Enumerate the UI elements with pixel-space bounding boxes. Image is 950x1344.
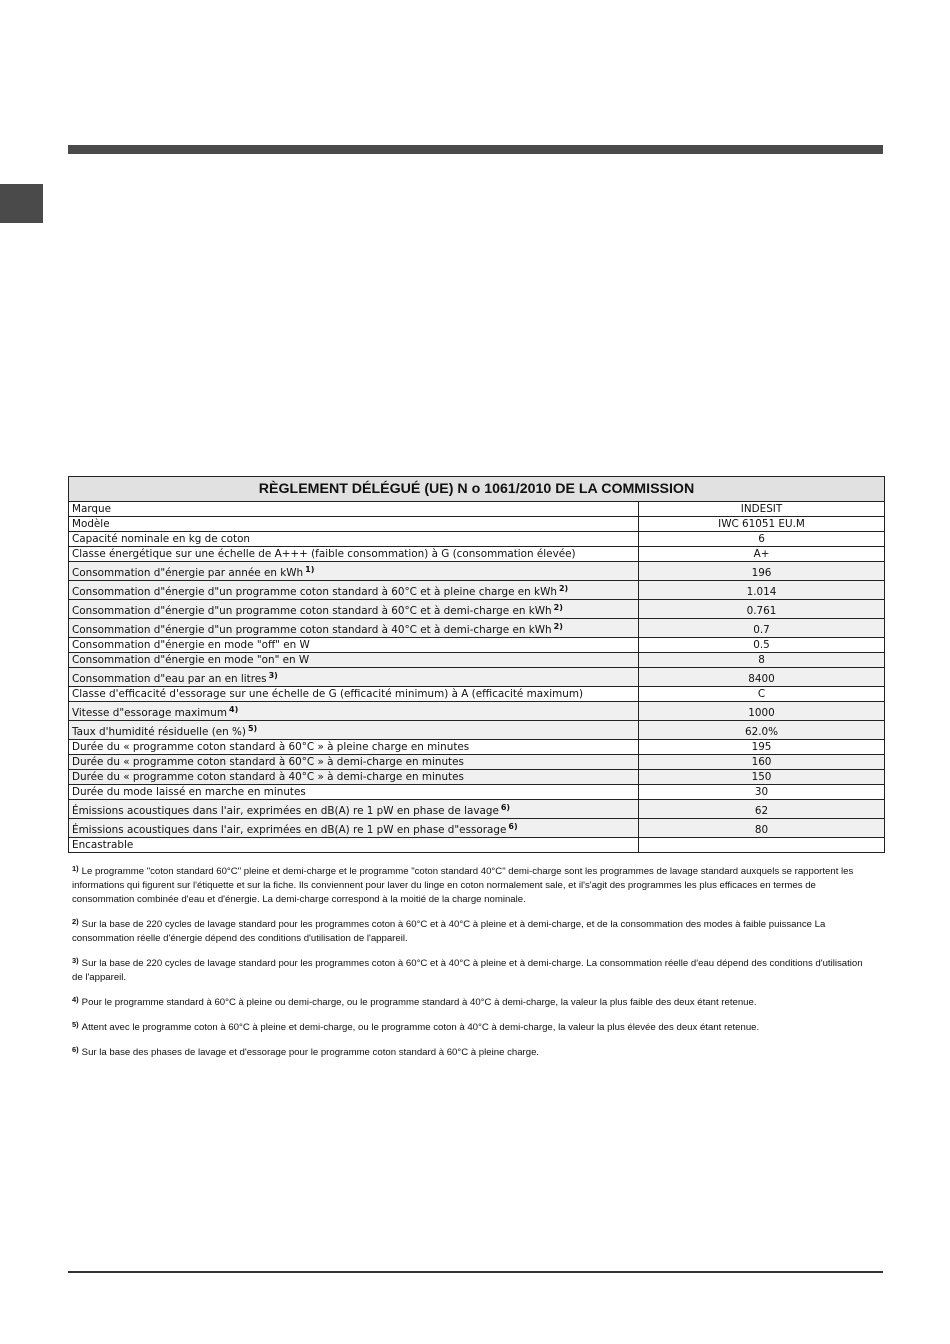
row-value: 195 [639, 740, 885, 755]
footnote [72, 1043, 872, 1060]
row-label: Consommation d"eau par an en litres $^{3)}$ [69, 668, 639, 687]
row-label: Classe d'efficacité d'essorage sur une échelle de G (efficacité minimum) à A (efficacité maximum) [69, 687, 639, 702]
footnote-text: Pour le programme standard à 60°C à pleine ou demi-charge, ou le programme standard à 40°C à demi-charge, la valeur la plus faible des deux étant retenue. [81, 997, 757, 1008]
footnote [72, 862, 872, 907]
row-value [639, 838, 885, 853]
footnote [72, 915, 872, 946]
row-label: Durée du « programme coton standard à 60°C » à demi-charge en minutes [69, 755, 639, 770]
footnote-ref: 6) [500, 803, 511, 812]
table-row [69, 819, 885, 838]
footnote-text: Attent avec le programme coton à 60°C à pleine et demi-charge, ou le programme coton à 40°C à demi-charge, la valeur la plus élevée des deux étant retenue. [81, 1022, 760, 1033]
row-value: 0.761 [639, 600, 885, 619]
table-row [69, 600, 885, 619]
row-label: Capacité nominale en kg de coton [69, 532, 639, 547]
row-label: Marque [69, 502, 639, 517]
footnote-number: 3) [72, 956, 79, 965]
row-label: Encastrable [69, 838, 639, 853]
footnote-ref: 2) [553, 603, 563, 612]
row-value: 8400 [639, 668, 885, 687]
table-row [69, 638, 885, 653]
footnote [72, 954, 872, 985]
footnotes [72, 862, 872, 1068]
table-row [69, 653, 885, 668]
header-rule [68, 145, 883, 154]
row-label: Consommation d"énergie d"un programme coton standard à 60°C et à demi-charge en kWh $^{2)}$ [69, 600, 639, 619]
footnote [72, 1018, 872, 1035]
table-row [69, 562, 885, 581]
row-label: Modèle [69, 517, 639, 532]
table-row [69, 721, 885, 740]
row-label: Taux d'humidité résiduelle (en %) $^{5)}$ [69, 721, 639, 740]
table-row [69, 800, 885, 819]
row-value: 62.0% [639, 721, 885, 740]
row-value: INDESIT [639, 502, 885, 517]
table-row [69, 517, 885, 532]
table-row [69, 838, 885, 853]
footnote [72, 993, 872, 1010]
row-label: Consommation d"énergie en mode "off" en W [69, 638, 639, 653]
row-value: 150 [639, 770, 885, 785]
table-row [69, 740, 885, 755]
row-label: Classe énergétique sur une échelle de A+++ (faible consommation) à G (consommation élevée) [69, 547, 639, 562]
row-label: Consommation d"énergie d"un programme coton standard à 40°C et à demi-charge en kWh $^{2)}$ [69, 619, 639, 638]
table-row [69, 785, 885, 800]
row-value: 30 [639, 785, 885, 800]
footer-rule [68, 1271, 883, 1273]
table-row [69, 668, 885, 687]
regulation-table [68, 476, 885, 853]
table-title: RÈGLEMENT DÉLÉGUÉ (UE) N o 1061/2010 DE LA COMMISSION [69, 477, 885, 502]
row-value: 62 [639, 800, 885, 819]
table-row [69, 502, 885, 517]
table-row [69, 532, 885, 547]
row-value: 0.7 [639, 619, 885, 638]
table-row [69, 581, 885, 600]
row-value: A+ [639, 547, 885, 562]
row-label: Consommation d"énergie d"un programme coton standard à 60°C et à pleine charge en kWh $^{2)}$ [69, 581, 639, 600]
row-label: Émissions acoustiques dans l'air, exprimées en dB(A) re 1 pW en phase de lavage $^{6)}$ [69, 800, 639, 819]
row-value: IWC 61051 EU.M [639, 517, 885, 532]
table-row [69, 619, 885, 638]
footnote-number: 6) [72, 1045, 79, 1054]
footnote-ref: 4) [229, 705, 239, 714]
footnote-number: 5) [72, 1020, 79, 1029]
row-label: Durée du « programme coton standard à 40°C » à demi-charge en minutes [69, 770, 639, 785]
row-value: 8 [639, 653, 885, 668]
footnote-text: Le programme "coton standard 60°C" pleine et demi-charge et le programme "coton standard 40°C" demi-charge sont les programmes de lavage standard auxquels se rapportent les informations qui figurent sur l'étiquette et sur la fiche. Ils conviennent pour laver du linge en coton normalement sale, et il's'agit des programmes les plus efficaces en termes de consommation combinée d'eau et d'énergie. La demi-charge correspond à la moitié de la charge nominale. [72, 866, 854, 905]
row-label: Durée du « programme coton standard à 60°C » à pleine charge en minutes [69, 740, 639, 755]
row-label: Durée du mode laissé en marche en minutes [69, 785, 639, 800]
row-label: Émissions acoustiques dans l'air, exprimées en dB(A) re 1 pW en phase d"essorage $^{6)}$ [69, 819, 639, 838]
row-value: 1000 [639, 702, 885, 721]
footnote-ref: 1) [305, 565, 315, 574]
footnote-ref: 6) [508, 822, 518, 831]
row-value: 6 [639, 532, 885, 547]
table-row [69, 755, 885, 770]
row-value: 80 [639, 819, 885, 838]
row-value: 1.014 [639, 581, 885, 600]
footnote-text: Sur la base des phases de lavage et d'essorage pour le programme coton standard à 60°C à pleine charge. [81, 1047, 540, 1058]
row-label: Consommation d"énergie en mode "on" en W [69, 653, 639, 668]
footnote-text: Sur la base de 220 cycles de lavage standard pour les programmes coton à 60°C et à 40°C à pleine et à demi-charge, et de la consommation des modes à faible puissance La consommation réelle d'énergie dépend des conditions d'utilisation de l'appareil. [72, 919, 826, 944]
footnote-number: 4) [72, 995, 79, 1004]
footnote-number: 1) [72, 864, 79, 873]
row-value: 160 [639, 755, 885, 770]
table-title-row [69, 477, 885, 502]
row-value: 0.5 [639, 638, 885, 653]
footnote-text: Sur la base de 220 cycles de lavage standard pour les programmes coton à 60°C et à 40°C à pleine et à demi-charge. La consommation réelle d'eau dépend des conditions d'utilisation de l'appareil. [72, 958, 863, 983]
row-value: 196 [639, 562, 885, 581]
footnote-ref: 3) [268, 671, 278, 680]
table-row [69, 687, 885, 702]
footnote-ref: 2) [558, 584, 569, 593]
table-row [69, 702, 885, 721]
footnote-ref: 5) [247, 724, 258, 733]
row-label: Vitesse d"essorage maximum $^{4)}$ [69, 702, 639, 721]
row-label: Consommation d"énergie par année en kWh $^{1)}$ [69, 562, 639, 581]
side-tab-marker [0, 184, 43, 223]
table-row [69, 770, 885, 785]
footnote-number: 2) [72, 917, 79, 926]
table-row [69, 547, 885, 562]
footnote-ref: 2) [553, 622, 563, 631]
row-value: C [639, 687, 885, 702]
